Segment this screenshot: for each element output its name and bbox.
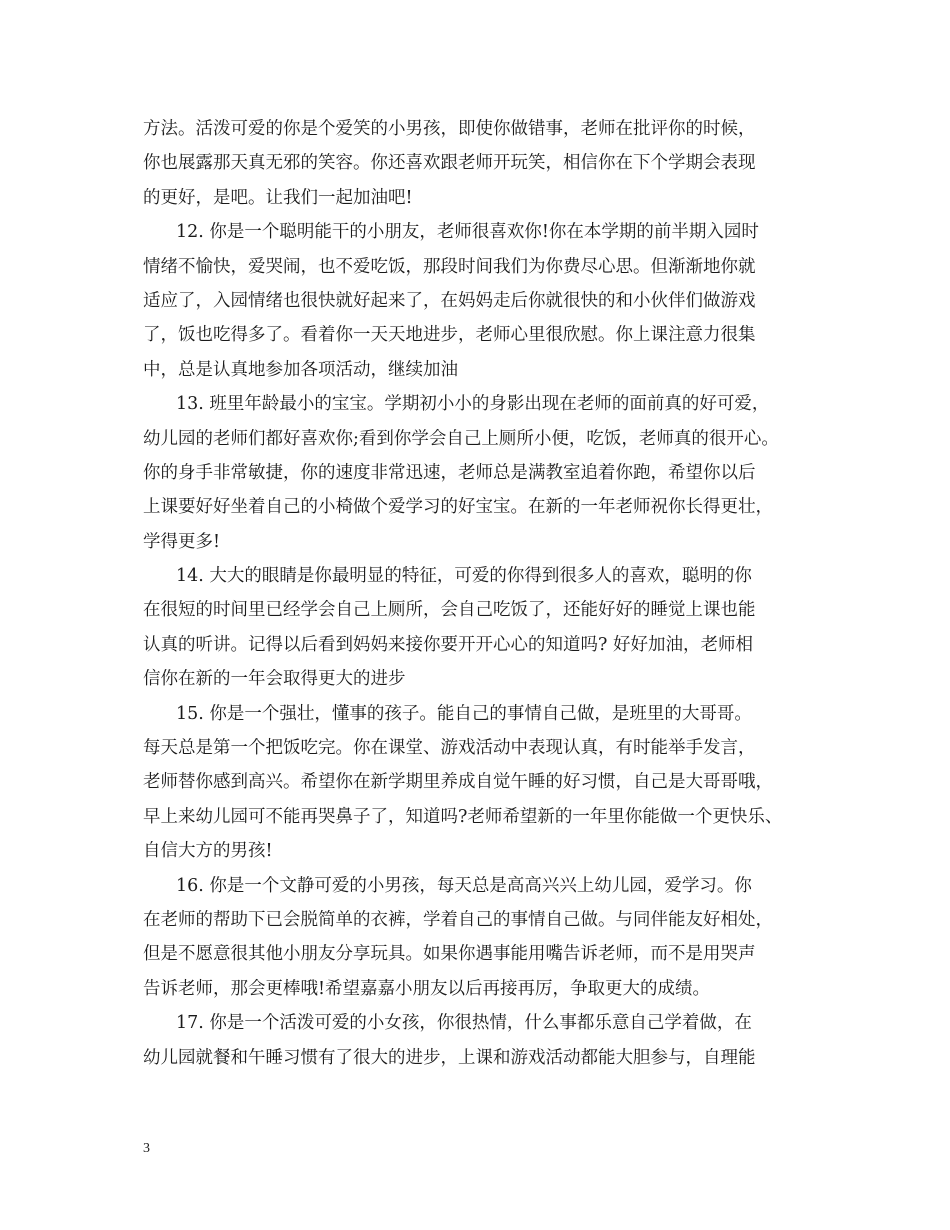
page-number: 3 xyxy=(143,1141,150,1156)
text-line: 幼儿园就餐和午睡习惯有了很大的进步，上课和游戏活动都能大胆参与，自理能 xyxy=(143,1047,756,1068)
text-line: 你也展露那天真无邪的笑容。你还喜欢跟老师开玩笑，相信你在下个学期会表现 xyxy=(143,153,756,174)
text-line: 在很短的时间里已经学会自己上厕所，会自己吃饭了，还能好好的睡觉上课也能 xyxy=(143,600,756,621)
text-line: 自信大方的男孩! xyxy=(143,841,273,862)
text-line: 认真的听讲。记得以后看到妈妈来接你要开开心心的知道吗? 好好加油，老师相 xyxy=(143,634,753,655)
text-line: 在老师的帮助下已会脱简单的衣裤，学着自己的事情自己做。与同伴能友好相处， xyxy=(143,909,773,930)
paragraph-first-line: 16. 你是一个文静可爱的小男孩，每天总是高高兴兴上幼儿园，爱学习。你 xyxy=(176,875,752,896)
paragraph-first-line: 14. 大大的眼睛是你最明显的特征，可爱的你得到很多人的喜欢，聪明的你 xyxy=(176,566,752,587)
text-line: 早上来幼儿园可不能再哭鼻子了，知道吗?老师希望新的一年里你能做一个更快乐、 xyxy=(143,806,783,827)
paragraph-first-line: 12. 你是一个聪明能干的小朋友，老师很喜欢你!你在本学期的前半期入园时 xyxy=(176,222,759,243)
text-line: 每天总是第一个把饭吃完。你在课堂、游戏活动中表现认真，有时能举手发言， xyxy=(143,738,756,759)
text-line: 适应了，入园情绪也很快就好起来了，在妈妈走后你就很快的和小伙伴们做游戏 xyxy=(143,290,756,311)
text-line: 中，总是认真地参加各项活动，继续加油 xyxy=(143,359,458,380)
text-line: 情绪不愉快，爱哭闹，也不爱吃饭，那段时间我们为你费尽心思。但渐渐地你就 xyxy=(143,256,756,277)
text-line: 方法。活泼可爱的你是个爱笑的小男孩，即使你做错事，老师在批评你的时候， xyxy=(143,119,756,139)
body-text xyxy=(143,112,815,1075)
text-line: 告诉老师，那会更棒哦!希望嘉嘉小朋友以后再接再厉，争取更大的成绩。 xyxy=(143,978,711,999)
text-line: 了，饭也吃得多了。看着你一天天地进步，老师心里很欣慰。你上课注意力很集 xyxy=(143,325,756,346)
text-line: 幼儿园的老师们都好喜欢你;看到你学会自己上厕所小便，吃饭，老师真的很开心。 xyxy=(143,428,779,449)
paragraph-first-line: 13. 班里年龄最小的宝宝。学期初小小的身影出现在老师的面前真的好可爱， xyxy=(176,394,770,415)
text-line: 老师替你感到高兴。希望你在新学期里养成自觉午睡的好习惯，自己是大哥哥哦， xyxy=(143,772,773,793)
text-line: 你的身手非常敏捷，你的速度非常迅速，老师总是满教室追着你跑，希望你以后 xyxy=(143,462,756,483)
paragraph-first-line: 15. 你是一个强壮，懂事的孩子。能自己的事情自己做，是班里的大哥哥。 xyxy=(176,703,752,724)
text-line: 上课要好好坐着自己的小椅做个爱学习的好宝宝。在新的一年老师祝你长得更壮， xyxy=(143,497,773,518)
text-line: 学得更多! xyxy=(143,531,221,552)
text-line: 但是不愿意很其他小朋友分享玩具。如果你遇事能用嘴告诉老师，而不是用哭声 xyxy=(143,944,756,965)
text-line: 的更好，是吧。让我们一起加油吧! xyxy=(143,187,413,208)
paragraph-first-line: 17. 你是一个活泼可爱的小女孩，你很热情，什么事都乐意自己学着做，在 xyxy=(176,1013,752,1034)
text-line: 信你在新的一年会取得更大的进步 xyxy=(143,669,406,690)
